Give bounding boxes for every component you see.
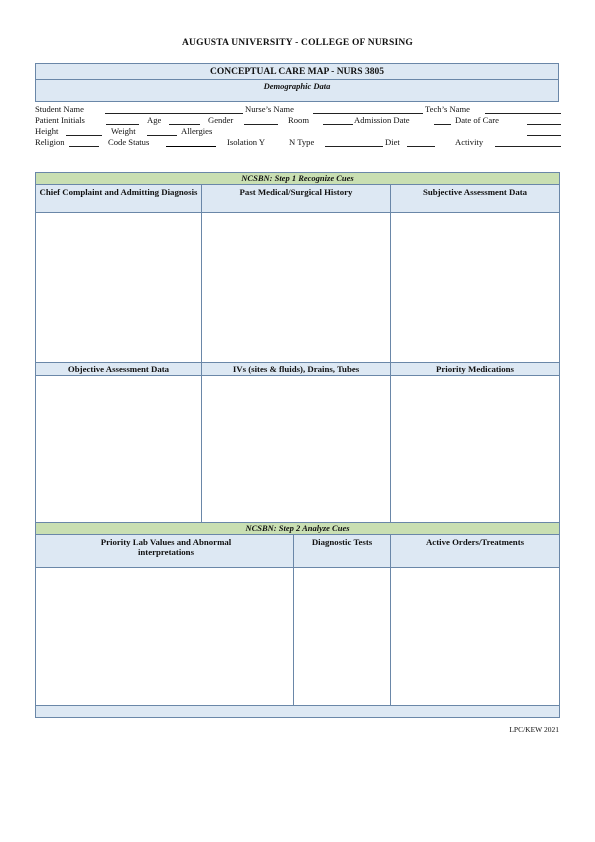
nurse-name-label: Nurse’s Name bbox=[245, 104, 294, 114]
diet-field[interactable] bbox=[407, 137, 435, 147]
chief-complaint-entry[interactable] bbox=[35, 212, 202, 363]
isolation-label: Isolation Y bbox=[227, 137, 266, 147]
code-status-field[interactable] bbox=[166, 137, 216, 147]
step1-banner: NCSBN: Step 1 Recognize Cues bbox=[35, 172, 560, 185]
col-header-chief-complaint: Chief Complaint and Admitting Diagnosis bbox=[35, 184, 202, 213]
col-header-active-orders: Active Orders/Treatments bbox=[390, 534, 560, 568]
activity-field[interactable] bbox=[495, 137, 561, 147]
student-name-label: Student Name bbox=[35, 104, 84, 114]
col-header-objective-data: Objective Assessment Data bbox=[35, 362, 202, 376]
lab-values-entry[interactable] bbox=[35, 567, 294, 706]
form-header bbox=[35, 63, 559, 102]
lab-values-header-text: Priority Lab Values and Abnormal interpretations bbox=[100, 537, 232, 557]
weight-field[interactable] bbox=[147, 126, 177, 136]
form-subtitle: Demographic Data bbox=[263, 81, 331, 91]
allergies-field[interactable] bbox=[225, 126, 525, 135]
institution-title: AUGUSTA UNIVERSITY - COLLEGE OF NURSING bbox=[182, 38, 413, 48]
date-of-care-field[interactable] bbox=[527, 115, 561, 125]
demographics-row-1 bbox=[35, 104, 561, 115]
admission-date-field[interactable] bbox=[434, 115, 451, 125]
active-orders-entry[interactable] bbox=[390, 567, 560, 706]
col-header-past-history: Past Medical/Surgical History bbox=[201, 184, 391, 213]
demographics-row-3 bbox=[35, 126, 561, 137]
height-field[interactable] bbox=[66, 126, 102, 136]
diagnostic-tests-entry[interactable] bbox=[293, 567, 391, 706]
student-name-field[interactable] bbox=[105, 104, 243, 114]
tech-name-label: Tech’s Name bbox=[425, 104, 470, 114]
past-history-entry[interactable] bbox=[201, 212, 391, 363]
demographics-row-2 bbox=[35, 115, 561, 126]
patient-initials-label: Patient Initials bbox=[35, 115, 85, 125]
gender-field[interactable] bbox=[244, 115, 278, 125]
demographics-row-4 bbox=[35, 137, 561, 148]
height-label: Height bbox=[35, 126, 59, 136]
header-divider bbox=[36, 79, 558, 80]
col-header-ivs-drains: IVs (sites & fluids), Drains, Tubes bbox=[201, 362, 391, 376]
col-header-lab-values bbox=[35, 534, 294, 568]
religion-field[interactable] bbox=[69, 137, 99, 147]
room-label: Room bbox=[288, 115, 310, 125]
age-label: Age bbox=[147, 115, 162, 125]
allergies-field-end bbox=[527, 126, 561, 136]
admission-date-label: Admission Date bbox=[354, 115, 410, 125]
form-revision-code: LPC/KEW 2021 bbox=[509, 725, 559, 734]
objective-data-entry[interactable] bbox=[35, 375, 202, 523]
step2-banner: NCSBN: Step 2 Analyze Cues bbox=[35, 522, 560, 535]
subjective-data-entry[interactable] bbox=[390, 212, 560, 363]
col-header-diagnostic-tests: Diagnostic Tests bbox=[293, 534, 391, 568]
code-status-label: Code Status bbox=[108, 137, 150, 147]
religion-label: Religion bbox=[35, 137, 65, 147]
gender-label: Gender bbox=[208, 115, 234, 125]
weight-label: Weight bbox=[111, 126, 136, 136]
diet-label: Diet bbox=[385, 137, 400, 147]
tech-name-field[interactable] bbox=[485, 104, 561, 114]
age-field[interactable] bbox=[169, 115, 200, 125]
nurse-name-field[interactable] bbox=[313, 104, 423, 114]
col-header-priority-meds: Priority Medications bbox=[390, 362, 560, 376]
ivs-drains-entry[interactable] bbox=[201, 375, 391, 523]
room-field[interactable] bbox=[323, 115, 353, 125]
patient-initials-field[interactable] bbox=[106, 115, 139, 125]
priority-meds-entry[interactable] bbox=[390, 375, 560, 523]
activity-label: Activity bbox=[455, 137, 484, 147]
n-type-field[interactable] bbox=[325, 137, 383, 147]
form-title: CONCEPTUAL CARE MAP - NURS 3805 bbox=[210, 67, 384, 77]
n-type-label: N Type bbox=[289, 137, 315, 147]
footer-bar bbox=[35, 705, 560, 718]
date-of-care-label: Date of Care bbox=[455, 115, 499, 125]
allergies-label: Allergies bbox=[181, 126, 213, 136]
col-header-subjective-data: Subjective Assessment Data bbox=[390, 184, 560, 213]
